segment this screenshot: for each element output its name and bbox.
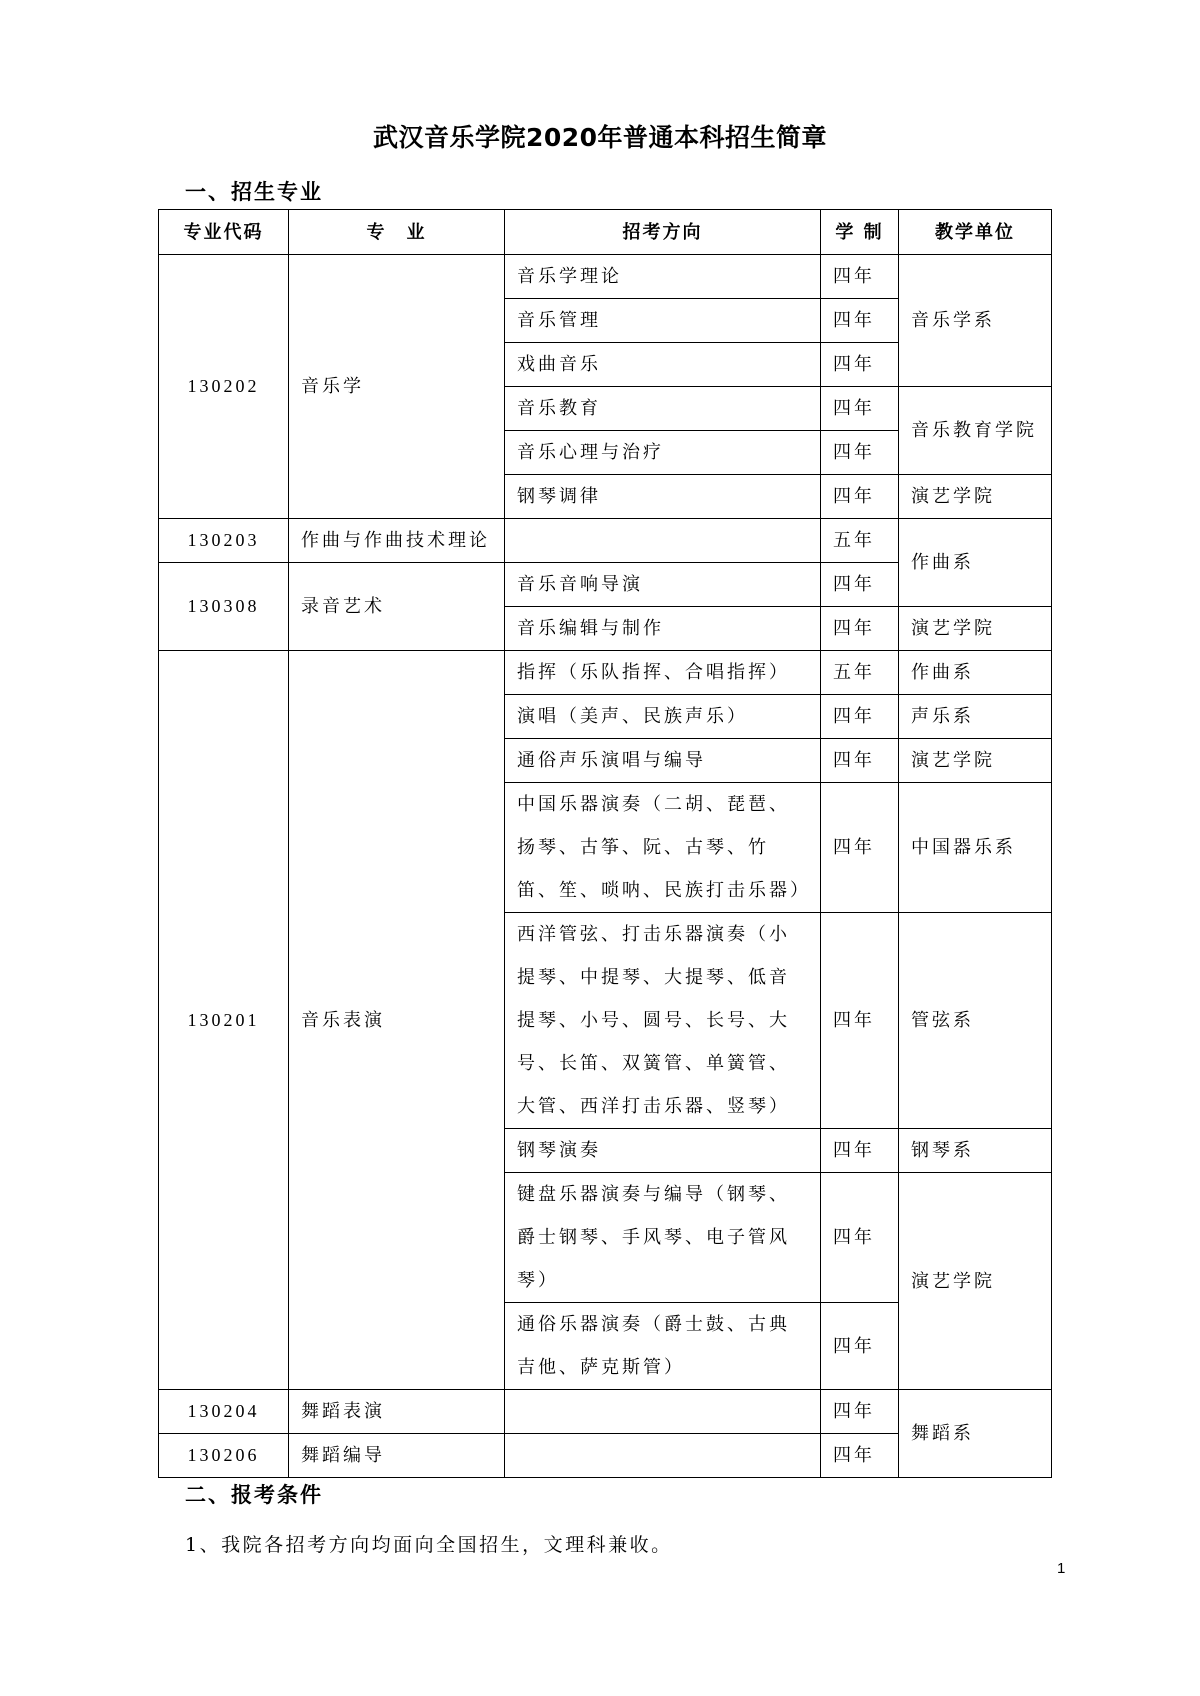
duration: 四年 [821, 1303, 899, 1390]
direction [505, 1434, 821, 1478]
direction: 音乐心理与治疗 [505, 431, 821, 475]
major-name: 作曲与作曲技术理论 [289, 519, 505, 563]
header-unit: 教学单位 [899, 210, 1052, 255]
major-name: 音乐表演 [289, 651, 505, 1390]
header-duration: 学 制 [821, 210, 899, 255]
teaching-unit: 音乐教育学院 [899, 387, 1052, 475]
direction: 钢琴调律 [505, 475, 821, 519]
table-row [159, 1390, 1052, 1434]
direction: 音乐学理论 [505, 255, 821, 299]
duration: 四年 [821, 255, 899, 299]
major-code: 130203 [159, 519, 289, 563]
teaching-unit: 音乐学系 [899, 255, 1052, 387]
duration: 四年 [821, 1434, 899, 1478]
teaching-unit: 声乐系 [899, 695, 1052, 739]
direction: 钢琴演奏 [505, 1129, 821, 1173]
duration: 四年 [821, 783, 899, 913]
duration: 五年 [821, 519, 899, 563]
direction: 通俗乐器演奏（爵士鼓、古典吉他、萨克斯管） [505, 1303, 821, 1390]
major-code: 130204 [159, 1390, 289, 1434]
duration: 四年 [821, 739, 899, 783]
major-code: 130206 [159, 1434, 289, 1478]
teaching-unit: 作曲系 [899, 651, 1052, 695]
duration: 四年 [821, 695, 899, 739]
teaching-unit: 管弦系 [899, 913, 1052, 1129]
direction: 音乐管理 [505, 299, 821, 343]
header-direction: 招考方向 [505, 210, 821, 255]
requirement-paragraph: 1、我院各招考方向均面向全国招生，文理科兼收。 [185, 1534, 673, 1556]
major-name: 舞蹈表演 [289, 1390, 505, 1434]
direction: 通俗声乐演唱与编导 [505, 739, 821, 783]
duration: 四年 [821, 431, 899, 475]
teaching-unit: 演艺学院 [899, 739, 1052, 783]
header-code: 专业代码 [159, 210, 289, 255]
section-heading-requirements: 二、报考条件 [185, 1482, 323, 1507]
direction: 中国乐器演奏（二胡、琵琶、扬琴、古筝、阮、古琴、竹笛、笙、唢呐、民族打击乐器） [505, 783, 821, 913]
duration: 四年 [821, 343, 899, 387]
direction: 音乐编辑与制作 [505, 607, 821, 651]
direction: 戏曲音乐 [505, 343, 821, 387]
teaching-unit: 演艺学院 [899, 475, 1052, 519]
duration: 四年 [821, 1173, 899, 1303]
teaching-unit: 钢琴系 [899, 1129, 1052, 1173]
majors-table [158, 209, 1052, 1478]
direction: 演唱（美声、民族声乐） [505, 695, 821, 739]
duration: 四年 [821, 475, 899, 519]
duration: 四年 [821, 607, 899, 651]
table-header-row [159, 210, 1052, 255]
section-heading-majors: 一、招生专业 [185, 179, 323, 204]
direction: 指挥（乐队指挥、合唱指挥） [505, 651, 821, 695]
duration: 五年 [821, 651, 899, 695]
major-name: 录音艺术 [289, 563, 505, 651]
direction: 西洋管弦、打击乐器演奏（小提琴、中提琴、大提琴、低音提琴、小号、圆号、长号、大号、长笛、双簧管、单簧管、大管、西洋打击乐器、竖琴） [505, 913, 821, 1129]
teaching-unit: 演艺学院 [899, 607, 1052, 651]
teaching-unit: 中国器乐系 [899, 783, 1052, 913]
direction: 音乐教育 [505, 387, 821, 431]
duration: 四年 [821, 563, 899, 607]
major-code: 130201 [159, 651, 289, 1390]
direction: 音乐音响导演 [505, 563, 821, 607]
major-code: 130308 [159, 563, 289, 651]
page-title: 武汉音乐学院2020年普通本科招生简章 [372, 123, 828, 152]
direction: 键盘乐器演奏与编导（钢琴、爵士钢琴、手风琴、电子管风琴） [505, 1173, 821, 1303]
table-row [159, 255, 1052, 299]
teaching-unit: 演艺学院 [899, 1173, 1052, 1390]
duration: 四年 [821, 913, 899, 1129]
page-number: 1 [1057, 1560, 1066, 1577]
duration: 四年 [821, 387, 899, 431]
teaching-unit: 舞蹈系 [899, 1390, 1052, 1478]
direction [505, 519, 821, 563]
major-name: 舞蹈编导 [289, 1434, 505, 1478]
table-row [159, 651, 1052, 695]
duration: 四年 [821, 1129, 899, 1173]
major-name: 音乐学 [289, 255, 505, 519]
teaching-unit: 作曲系 [899, 519, 1052, 607]
duration: 四年 [821, 299, 899, 343]
duration: 四年 [821, 1390, 899, 1434]
direction [505, 1390, 821, 1434]
header-major: 专 业 [289, 210, 505, 255]
major-code: 130202 [159, 255, 289, 519]
table-row [159, 519, 1052, 563]
